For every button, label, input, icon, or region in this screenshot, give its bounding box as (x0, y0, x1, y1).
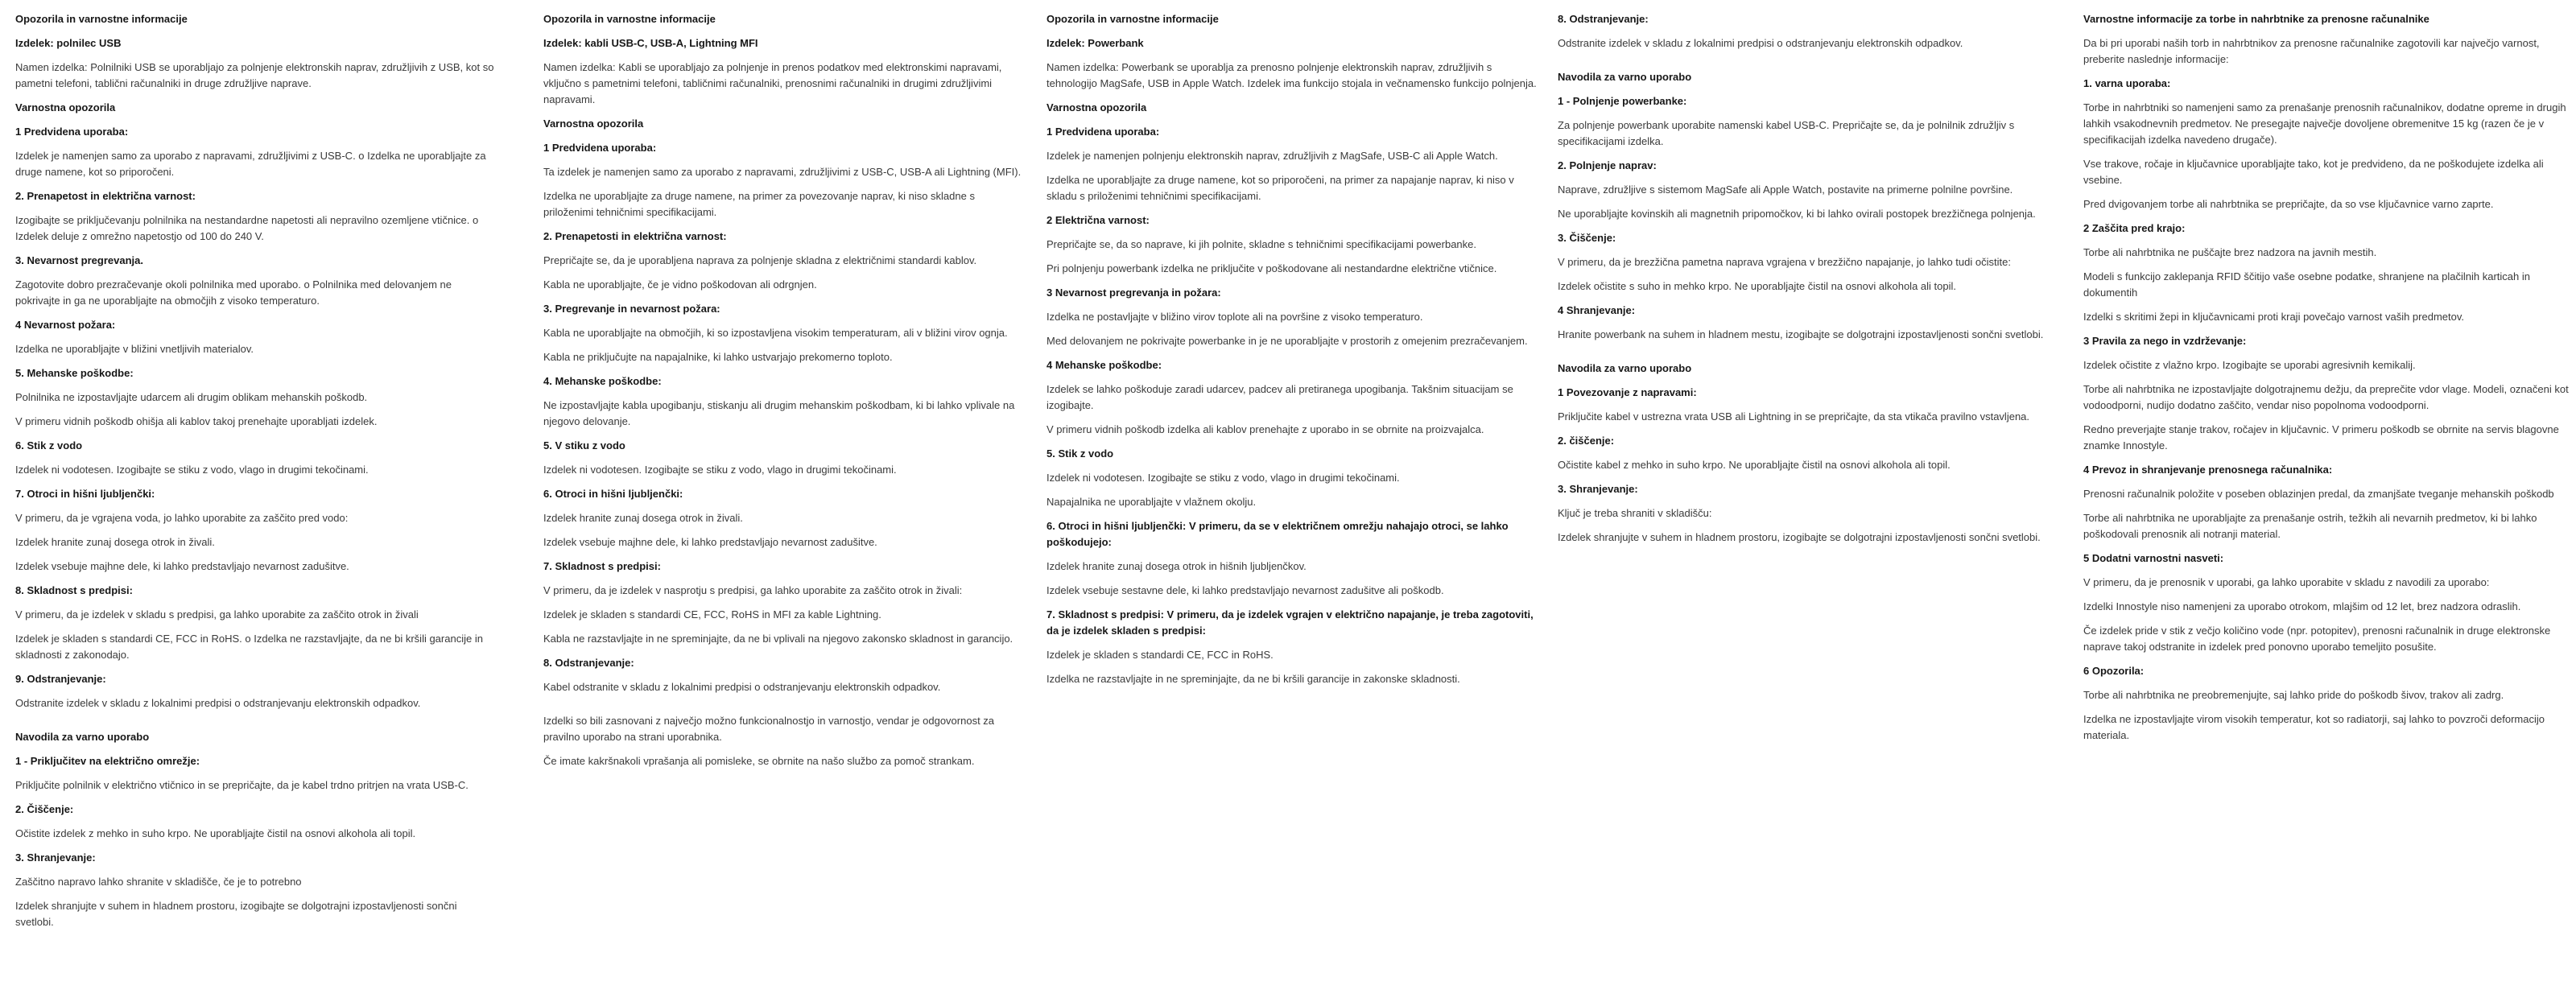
section-heading: 1 - Polnjenje powerbanke: (1558, 95, 1687, 107)
body-paragraph: Ključ je treba shraniti v skladišču: (1558, 507, 1712, 519)
section-heading: Opozorila in varnostne informacije (15, 13, 188, 25)
body-paragraph: Torbe ali nahrbtnika ne preobremenjujte, saj lahko pride do poškodb šivov, trakov ali zadrg. (2083, 689, 2504, 701)
body-paragraph: Kabla ne razstavljajte in ne spreminjajte, da ne bi vplivali na njegovo zakonsko skladnost in garancijo. (543, 633, 1013, 645)
body-paragraph: Priključite polnilnik v električno vtičnico in se prepričajte, da je kabel trdno pritrjen na vrata USB-C. (15, 779, 469, 791)
body-paragraph: Izdelek shranjujte v suhem in hladnem prostoru, izogibajte se dolgotrajni izpostavljenosti sončni svetlobi. (1558, 531, 2041, 543)
section-heading: Opozorila in varnostne informacije (1046, 13, 1219, 25)
section-heading: 8. Odstranjevanje: (1558, 13, 1649, 25)
section-heading: 1 Predvidena uporaba: (1046, 126, 1160, 138)
body-paragraph: V primeru, da je vgrajena voda, jo lahko uporabite za zaščito pred vodo: (15, 512, 349, 524)
section-heading: 4. Mehanske poškodbe: (543, 375, 662, 387)
section-heading: Varnostne informacije za torbe in nahrbtnike za prenosne računalnike (2083, 13, 2429, 25)
section-heading: Izdelek: polnilec USB (15, 37, 122, 49)
body-paragraph: Pri polnjenju powerbank izdelka ne priključite v poškodovane ali nestandardne električne vtičnice. (1046, 262, 1497, 274)
section-heading: 5 Dodatni varnostni nasveti: (2083, 552, 2224, 564)
section-heading: 9. Odstranjevanje: (15, 673, 106, 685)
section-heading: 2. Prenapetosti in električna varnost: (543, 230, 727, 242)
body-paragraph: Izdelek ni vodotesen. Izogibajte se stiku z vodo, vlago in drugimi tekočinami. (1046, 472, 1400, 484)
body-paragraph: Kabla ne priključujte na napajalnike, ki lahko ustvarjajo prekomerno toploto. (543, 351, 893, 363)
section-heading: Navodila za varno uporabo (1558, 362, 1692, 374)
body-paragraph: Če imate kakršnakoli vprašanja ali pomisleke, se obrnite na našo službo za pomoč strankam. (543, 755, 975, 767)
column-laptop-bags (2083, 0, 2570, 752)
body-paragraph: Ne uporabljajte kovinskih ali magnetnih pripomočkov, ki bi lahko ovirali postopek brezžičnega polnjenja. (1558, 208, 2036, 220)
body-paragraph: Modeli s funkcijo zaklepanja RFID ščitijo vaše osebne podatke, shranjene na plačilnih karticah in dokumentih (2083, 270, 2530, 299)
body-paragraph: Namen izdelka: Kabli se uporabljajo za polnjenje in prenos podatkov med elektronskimi napravami, vključno s pametnimi telefoni, tabličnimi računalniki, prenosnimi računalniki in drugimi združljivimi napravami. (543, 61, 1002, 105)
body-paragraph: Torbe ali nahrbtnika ne uporabljajte za prenašanje ostrih, težkih ali nevarnih predmetov, ki bi lahko poškodovali prenosnik ali notranji material. (2083, 512, 2537, 540)
section-heading: 8. Skladnost s predpisi: (15, 584, 133, 596)
section-heading: Varnostna opozorila (15, 101, 116, 113)
body-paragraph: Priključite kabel v ustrezna vrata USB ali Lightning in se prepričajte, da sta vtikača pravilno vstavljena. (1558, 410, 2030, 423)
body-paragraph: Če izdelek pride v stik z večjo količino vode (npr. potopitev), prenosni računalnik in druge elektronske naprave takoj odstranite in izdelek pred ponovno uporabo temeljito posušite. (2083, 625, 2551, 653)
section-heading: 2. Prenapetost in električna varnost: (15, 190, 196, 202)
section-heading: 5. V stiku z vodo (543, 439, 625, 451)
body-paragraph: Izdelek vsebuje majhne dele, ki lahko predstavljajo nevarnost zadušitve. (15, 560, 349, 572)
section-heading: 1 Povezovanje z napravami: (1558, 386, 1697, 398)
section-heading: 6 Opozorila: (2083, 665, 2145, 677)
body-paragraph: Izdelek vsebuje sestavne dele, ki lahko predstavljajo nevarnost zadušitve ali poškodb. (1046, 584, 1444, 596)
body-paragraph: Izdelek je skladen s standardi CE, FCC in RoHS. (1046, 649, 1274, 661)
body-paragraph: Izdelek je skladen s standardi CE, FCC, RoHS in MFI za kable Lightning. (543, 608, 881, 621)
body-paragraph: Izdelka ne postavljajte v bližino virov toplote ali na površine z visoko temperaturo. (1046, 311, 1423, 323)
body-paragraph: Izdelek vsebuje majhne dele, ki lahko predstavljajo nevarnost zadušitve. (543, 536, 877, 548)
body-paragraph: Očistite kabel z mehko in suho krpo. Ne uporabljajte čistil na osnovi alkohola ali topil. (1558, 459, 1951, 471)
section-heading: 3 Nevarnost pregrevanja in požara: (1046, 287, 1221, 299)
body-paragraph: Izdelek shranjujte v suhem in hladnem prostoru, izogibajte se dolgotrajni izpostavljenosti sončni svetlobi. (15, 900, 457, 928)
section-heading: 3. Pregrevanje in nevarnost požara: (543, 303, 720, 315)
body-paragraph: Izdelek se lahko poškoduje zaradi udarcev, padcev ali pretiranega upogibanja. Takšnim situacijam se izogibajte. (1046, 383, 1513, 411)
body-paragraph: Namen izdelka: Polnilniki USB se uporabljajo za polnjenje elektronskih naprav, združljivih z USB, kot so pametni telefoni, tablični računalniki in druge združljive naprave. (15, 61, 494, 89)
section-heading: 4 Prevoz in shranjevanje prenosnega računalnika: (2083, 464, 2333, 476)
body-paragraph: Torbe ali nahrbtnika ne puščajte brez nadzora na javnih mestih. (2083, 246, 2377, 258)
section-heading: 2 Zaščita pred krajo: (2083, 222, 2186, 234)
body-paragraph: Kabla ne uporabljajte, če je vidno poškodovan ali odrgnjen. (543, 278, 817, 291)
body-paragraph: V primeru, da je prenosnik v uporabi, ga lahko uporabite v skladu z navodili za uporabo: (2083, 576, 2490, 588)
body-paragraph: V primeru, da je izdelek v nasprotju s predpisi, ga lahko uporabite za zaščito otrok in živali: (543, 584, 963, 596)
body-paragraph: Odstranite izdelek v skladu z lokalnimi predpisi o odstranjevanju elektronskih odpadkov. (1558, 37, 1963, 49)
section-heading: 1 Predvidena uporaba: (543, 142, 657, 154)
section-heading: 3. Shranjevanje: (1558, 483, 1638, 495)
body-paragraph: Izogibajte se priključevanju polnilnika na nestandardne napetosti ali nepravilno ozemljene vtičnice. o Izdelek deluje z omrežno napetostjo od 100 do 240 V. (15, 214, 479, 242)
section-heading: Izdelek: kabli USB-C, USB-A, Lightning MFI (543, 37, 758, 49)
section-heading: 3. Čiščenje: (1558, 232, 1616, 244)
body-paragraph: Kabla ne uporabljajte na območjih, ki so izpostavljena visokim temperaturam, ali v bližini virov ognja. (543, 327, 1008, 339)
section-heading: 6. Stik z vodo (15, 439, 83, 451)
section-heading: 5. Mehanske poškodbe: (15, 367, 134, 379)
body-paragraph: Očistite izdelek z mehko in suho krpo. Ne uporabljajte čistil na osnovi alkohola ali topil. (15, 827, 416, 839)
section-heading: 8. Odstranjevanje: (543, 657, 634, 669)
section-heading: 2. Polnjenje naprav: (1558, 159, 1657, 171)
section-heading: 1 - Priključitev na električno omrežje: (15, 755, 200, 767)
section-heading: 6. Otroci in hišni ljubljenčki: (543, 488, 683, 500)
section-heading: Navodila za varno uporabo (15, 731, 150, 743)
section-heading: 4 Shranjevanje: (1558, 304, 1636, 316)
body-paragraph: V primeru vidnih poškodb ohišja ali kablov takoj prenehajte uporabljati izdelek. (15, 415, 378, 427)
body-paragraph: Izdelka ne izpostavljajte virom visokih temperatur, kot so radiatorji, saj lahko to povzroči deformacijo materiala. (2083, 713, 2545, 741)
body-paragraph: Izdelki Innostyle niso namenjeni za uporabo otrokom, mlajšim od 12 let, brez nadzora odraslih. (2083, 600, 2521, 612)
section-heading: Varnostna opozorila (543, 118, 644, 130)
body-paragraph: Izdelki so bili zasnovani z največjo možno funkcionalnostjo in varnostjo, vendar je odgovornost za pravilno uporabo na strani uporabnika. (543, 715, 995, 743)
body-paragraph: Izdelka ne uporabljajte za druge namene, na primer za povezovanje naprav, ki niso skladne s priloženimi tehničnimi specifikacijami. (543, 190, 975, 218)
body-paragraph: Za polnjenje powerbank uporabite namenski kabel USB-C. Prepričajte se, da je polnilnik združljiv s specifikacijami izdelka. (1558, 119, 2015, 147)
section-heading: 5. Stik z vodo (1046, 447, 1114, 460)
body-paragraph: Izdelki s skritimi žepi in ključavnicami proti kraji povečajo varnost vaših predmetov. (2083, 311, 2464, 323)
body-paragraph: Prepričajte se, da je uporabljena naprava za polnjenje skladna z električnimi standardi kablov. (543, 254, 977, 266)
section-heading: 7. Skladnost s predpisi: V primeru, da je izdelek vgrajen v električno napajanje, je treba zagotoviti, da je izdelek skladen s predpisi: (1046, 608, 1534, 637)
body-paragraph: Da bi pri uporabi naših torb in nahrbtnikov za prenosne računalnike zagotovili kar največjo varnost, preberite naslednje informacije: (2083, 37, 2540, 65)
body-paragraph: Prepričajte se, da so naprave, ki jih polnite, skladne s tehničnimi specifikacijami powerbanke. (1046, 238, 1476, 250)
body-paragraph: Izdelek hranite zunaj dosega otrok in živali. (543, 512, 743, 524)
section-heading: 4 Nevarnost požara: (15, 319, 116, 331)
body-paragraph: Izdelek je namenjen polnjenju elektronskih naprav, združljivih z MagSafe, USB-C ali Apple Watch. (1046, 150, 1498, 162)
body-paragraph: Naprave, združljive s sistemom MagSafe ali Apple Watch, postavite na primerne polnilne površine. (1558, 183, 2013, 196)
body-paragraph: Izdelek ni vodotesen. Izogibajte se stiku z vodo, vlago in drugimi tekočinami. (543, 464, 897, 476)
section-heading: 1 Predvidena uporaba: (15, 126, 129, 138)
body-paragraph: Zaščitno napravo lahko shranite v skladišče, če je to potrebno (15, 876, 302, 888)
body-paragraph: Izdelek očistite z vlažno krpo. Izogibajte se uporabi agresivnih kemikalij. (2083, 359, 2416, 371)
body-paragraph: Torbe ali nahrbtnika ne izpostavljajte dolgotrajnemu dežju, da preprečite vdor vlage. Modeli, označeni kot vodoodporni, nudijo dodatno zaščito, vendar niso popolnoma vodoodporni. (2083, 383, 2569, 411)
section-heading: 2. čiščenje: (1558, 435, 1615, 447)
section-heading: 3. Nevarnost pregrevanja. (15, 254, 143, 266)
body-paragraph: Kabel odstranite v skladu z lokalnimi predpisi o odstranjevanju elektronskih odpadkov. (543, 681, 941, 693)
column-powerbank (1046, 0, 1542, 695)
section-heading: Varnostna opozorila (1046, 101, 1147, 113)
body-paragraph: Izdelka ne razstavljajte in ne spreminjajte, da ne bi kršili garancije in zakonske skladnosti. (1046, 673, 1460, 685)
body-paragraph: Med delovanjem ne pokrivajte powerbanke in je ne uporabljajte v prostorih z omejenim prezračevanjem. (1046, 335, 1528, 347)
body-paragraph: Izdelek hranite zunaj dosega otrok in hišnih ljubljenčkov. (1046, 560, 1307, 572)
body-paragraph: Prenosni računalnik položite v poseben oblazinjen predal, da zmanjšate tveganje mehanskih poškodb (2083, 488, 2554, 500)
body-paragraph: Izdelek je skladen s standardi CE, FCC in RoHS. o Izdelka ne razstavljajte, da ne bi kršili garancije in skladnosti z zakonodajo. (15, 633, 483, 661)
section-heading: 3. Shranjevanje: (15, 851, 96, 864)
body-paragraph: Torbe in nahrbtniki so namenjeni samo za prenašanje prenosnih računalnikov, dodatne opreme in drugih lahkih vsakodnevnih predmetov. Ne presegajte največje dovoljene obremenitve 15 kg (razen če je v specifikacijah izdelka navedeno drugače). (2083, 101, 2566, 146)
column-powerbank-usage (1558, 0, 2049, 554)
column-cables (543, 0, 1025, 777)
body-paragraph: Hranite powerbank na suhem in hladnem mestu, izogibajte se dolgotrajni izpostavljenosti sončni svetlobi. (1558, 328, 2044, 340)
section-heading: Opozorila in varnostne informacije (543, 13, 716, 25)
body-paragraph: Zagotovite dobro prezračevanje okoli polnilnika med uporabo. o Polnilnika med delovanjem ne pokrivajte in ga ne uporabljajte na območjih z visoko temperaturo. (15, 278, 452, 307)
body-paragraph: Ne izpostavljajte kabla upogibanju, stiskanju ali drugim mehanskim poškodbam, ki bi lahko vplivale na njegovo delovanje. (543, 399, 1015, 427)
section-heading: 2. Čiščenje: (15, 803, 74, 815)
section-heading: 7. Otroci in hišni ljubljenčki: (15, 488, 155, 500)
body-paragraph: Izdelka ne uporabljajte za druge namene, kot so priporočeni, na primer za napajanje naprav, ki niso v skladu s priloženimi tehničnimi specifikacijami. (1046, 174, 1514, 202)
body-paragraph: Redno preverjajte stanje trakov, ročajev in ključavnic. V primeru poškodb se obrnite na servis blagovne znamke Innostyle. (2083, 423, 2559, 451)
section-heading: 7. Skladnost s predpisi: (543, 560, 661, 572)
body-paragraph: Izdelek je namenjen samo za uporabo z napravami, združljivimi z USB-C. o Izdelka ne uporabljajte za druge namene, kot so priporočeni. (15, 150, 486, 178)
section-heading: 1. varna uporaba: (2083, 77, 2171, 89)
body-paragraph: Pred dvigovanjem torbe ali nahrbtnika se prepričajte, da so vse ključavnice varno zaprte. (2083, 198, 2494, 210)
body-paragraph: V primeru, da je brezžična pametna naprava vgrajena v brezžično napajanje, jo lahko tudi očistite: (1558, 256, 2011, 268)
body-paragraph: Vse trakove, ročaje in ključavnice uporabljajte tako, kot je predvideno, da ne poškodujete izdelka ali vsebine. (2083, 158, 2544, 186)
section-heading: 6. Otroci in hišni ljubljenčki: V primeru, da se v električnem omrežju nahajajo otroci, se lahko poškodujejo: (1046, 520, 1509, 548)
section-heading: Navodila za varno uporabo (1558, 71, 1692, 83)
section-heading: 3 Pravila za nego in vzdrževanje: (2083, 335, 2247, 347)
body-paragraph: Odstranite izdelek v skladu z lokalnimi predpisi o odstranjevanju elektronskih odpadkov. (15, 697, 421, 709)
section-heading: 4 Mehanske poškodbe: (1046, 359, 1162, 371)
body-paragraph: Izdelek ni vodotesen. Izogibajte se stiku z vodo, vlago in drugimi tekočinami. (15, 464, 369, 476)
column-usb-charger (15, 0, 494, 938)
body-paragraph: Ta izdelek je namenjen samo za uporabo z napravami, združljivimi z USB-C, USB-A ali Lightning (MFI). (543, 166, 1022, 178)
body-paragraph: Napajalnika ne uporabljajte v vlažnem okolju. (1046, 496, 1257, 508)
body-paragraph: Izdelek hranite zunaj dosega otrok in živali. (15, 536, 215, 548)
section-heading: Izdelek: Powerbank (1046, 37, 1144, 49)
body-paragraph: Polnilnika ne izpostavljajte udarcem ali drugim oblikam mehanskih poškodb. (15, 391, 368, 403)
body-paragraph: Izdelek očistite s suho in mehko krpo. Ne uporabljajte čistil na osnovi alkohola ali topil. (1558, 280, 1956, 292)
body-paragraph: Namen izdelka: Powerbank se uporablja za prenosno polnjenje elektronskih naprav, združljivih s tehnologijo MagSafe, USB in Apple Watch. Izdelek ima funkcijo stojala in večnamensko funkcijo polnjenja. (1046, 61, 1537, 89)
body-paragraph: V primeru vidnih poškodb izdelka ali kablov prenehajte z uporabo in se obrnite na proizvajalca. (1046, 423, 1484, 435)
body-paragraph: V primeru, da je izdelek v skladu s predpisi, ga lahko uporabite za zaščito otrok in živali (15, 608, 419, 621)
body-paragraph: Izdelka ne uporabljajte v bližini vnetljivih materialov. (15, 343, 254, 355)
section-heading: 2 Električna varnost: (1046, 214, 1150, 226)
